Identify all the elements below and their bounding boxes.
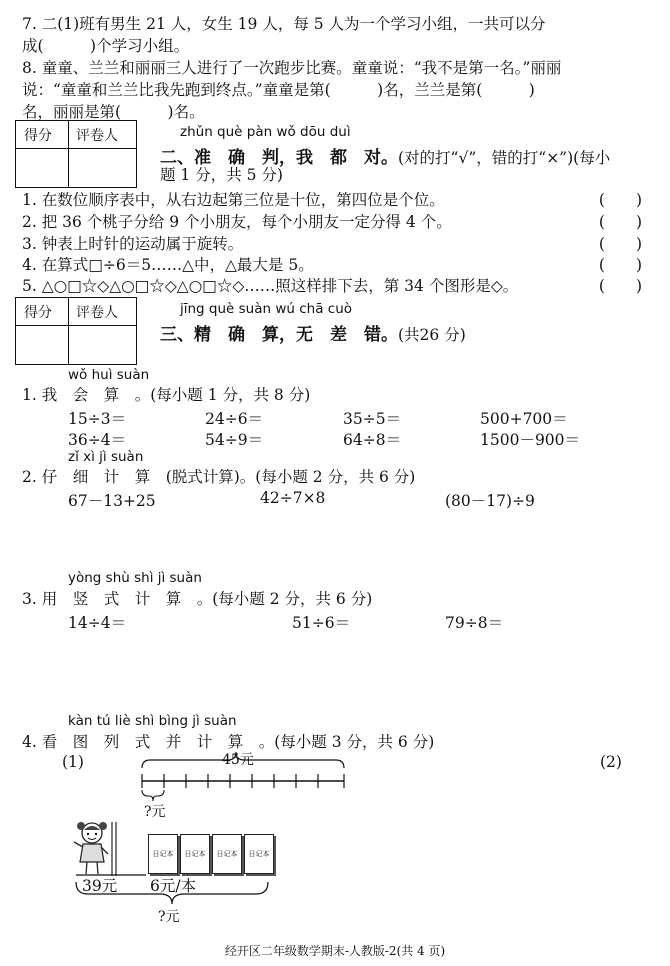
girl-price-label: 39元	[82, 877, 118, 895]
judge-answer-5[interactable]: ( )	[598, 277, 642, 295]
score-box-section2	[15, 120, 137, 188]
calc-item: 36÷4＝	[68, 431, 127, 449]
part-amount-label: ?元	[144, 804, 166, 820]
judge-item-4: 4. 在算式□÷6＝5……△中，△最大是 5。	[22, 256, 314, 274]
section2-pinyin: zhǔn què pàn wǒ dōu duì	[180, 124, 351, 140]
q8-line2: 说：“童童和兰兰比我先跑到终点。”童童是第( )名，兰兰是第( )	[22, 81, 535, 99]
calc-item: 79÷8＝	[445, 614, 504, 632]
total-amount-label: 45元	[222, 752, 254, 768]
grader-label: 评卷人	[76, 128, 118, 144]
calc-item: 35÷5＝	[343, 410, 402, 428]
calc-item: 1500－900＝	[480, 431, 581, 449]
girl-icon	[68, 818, 128, 880]
q7-line2: 成( )个学习小组。	[22, 37, 190, 55]
q7-line1: 7. 二(1)班有男生 21 人，女生 19 人，每 5 人为一个学习小组，一共可以分	[22, 15, 546, 33]
judge-item-1: 1. 在数位顺序表中，从右边起第三位是十位，第四位是个位。	[22, 191, 445, 209]
judge-item-3: 3. 钟表上时针的运动属于旋转。	[22, 235, 244, 253]
judge-answer-4[interactable]: ( )	[598, 256, 642, 274]
q8-line1: 8. 童童、兰兰和丽丽三人进行了一次跑步比赛。童童说：“我不是第一名。”丽丽	[22, 59, 562, 77]
sum-amount-label: ?元	[158, 909, 180, 925]
judge-item-2: 2. 把 36 个桃子分给 9 个小朋友，每个小朋友一定分得 4 个。	[22, 213, 452, 231]
notebook-icon: 日记本	[212, 834, 242, 874]
judge-item-5: 5. △○□☆◇△○□☆◇△○□☆◇……照这样排下去，第 34 个图形是◇。	[22, 277, 519, 295]
grader-label: 评卷人	[76, 305, 118, 321]
notebook-icon: 日记本	[148, 834, 178, 874]
calc-item: 24÷6＝	[205, 410, 264, 428]
calc-item: 54÷9＝	[205, 431, 264, 449]
calc-item: 51÷6＝	[292, 614, 351, 632]
notebook-icon: 日记本	[244, 834, 274, 874]
q4-title: 4. 看 图 列 式 并 计 算 。(每小题 3 分，共 6 分)	[22, 733, 435, 751]
score-label: 得分	[24, 128, 52, 144]
calc-item: 42÷7×8	[260, 489, 326, 507]
q1-title: 1. 我 会 算 。(每小题 1 分，共 8 分)	[22, 386, 311, 404]
page-footer: 经开区二年级数学期末-人教版-2(共 4 页)	[224, 944, 446, 958]
q1-pinyin: wǒ huì suàn	[68, 367, 150, 383]
calc-item: 64÷8＝	[343, 431, 402, 449]
judge-answer-3[interactable]: ( )	[598, 235, 642, 253]
section2-note2: 题 1 分，共 5 分)	[160, 166, 283, 184]
score-box-section3	[15, 297, 137, 365]
q2-pinyin: zǐ xì jì suàn	[68, 449, 144, 465]
book-price-label: 6元/本	[150, 877, 197, 895]
section2-title: 二、准 确 判，我 都 对。(对的打“√”，错的打“×”)(每小	[160, 148, 611, 168]
section3-title: 三、精 确 算，无 差 错。(共26 分)	[160, 325, 466, 345]
calc-item: 15÷3＝	[68, 410, 127, 428]
q8-line3: 名，丽丽是第( )名。	[22, 103, 205, 121]
q4-pinyin: kàn tú liè shì bìng jì suàn	[68, 713, 237, 729]
q3-pinyin: yòng shù shì jì suàn	[68, 570, 202, 586]
q3-title: 3. 用 竖 式 计 算 。(每小题 2 分，共 6 分)	[22, 590, 373, 608]
section3-pinyin: jīng què suàn wú chā cuò	[180, 301, 353, 317]
score-label: 得分	[24, 305, 52, 321]
calc-item: (80－17)÷9	[445, 492, 535, 510]
calc-item: 500+700＝	[480, 410, 568, 428]
judge-answer-1[interactable]: ( )	[598, 191, 642, 209]
calc-item: 67－13+25	[68, 492, 156, 510]
q4-part1-label: (1)	[62, 753, 84, 771]
q2-title: 2. 仔 细 计 算 (脱式计算)。(每小题 2 分，共 6 分)	[22, 468, 416, 486]
notebook-icon: 日记本	[180, 834, 210, 874]
q4-part2-label: (2)	[600, 753, 622, 771]
calc-item: 14÷4＝	[68, 614, 127, 632]
judge-answer-2[interactable]: ( )	[598, 213, 642, 231]
